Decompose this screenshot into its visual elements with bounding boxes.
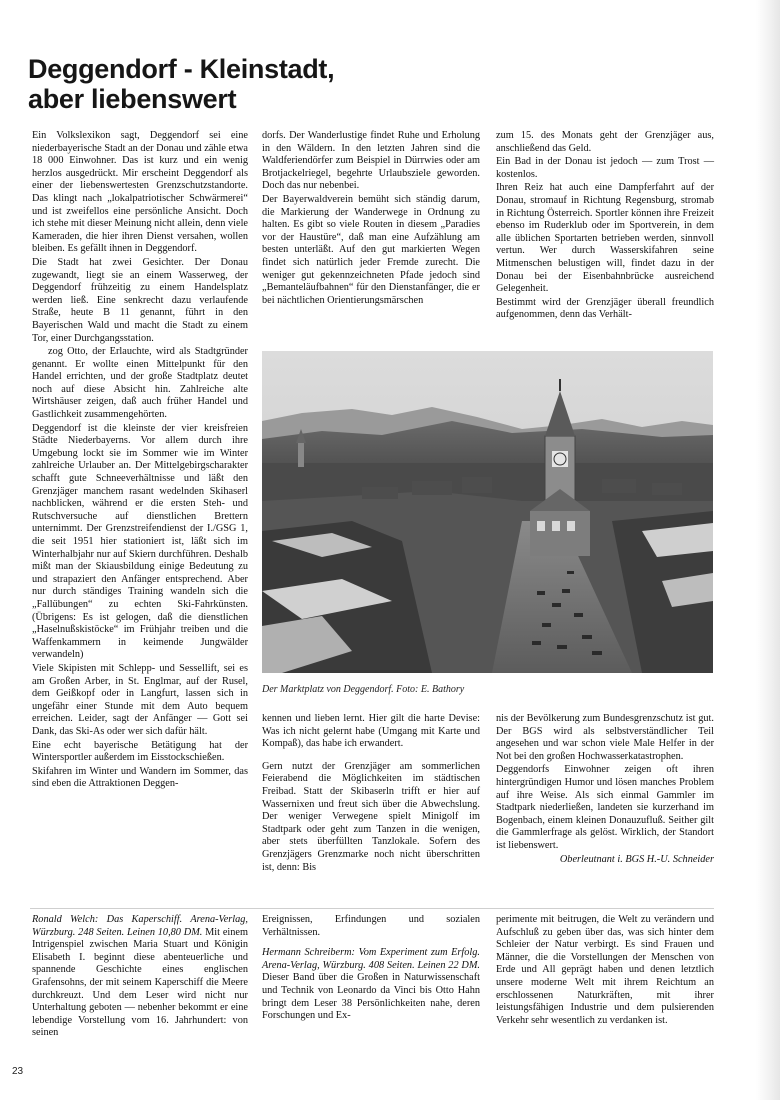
paragraph: Deggendorfs Einwohner zeigen oft ihren hintergründigen Humor und lösen manches Problem auf ihre Weise. Als sich einmal Gammler im Stadtpark niederließen, landeten sie kurzerhand im Bogenbach, einem kleinen Donauzufluß. Seither gilt die Gammlerfrage als gelöst. Wirklich, der Standort ist liebenswert. <box>496 764 714 851</box>
book-review-3 <box>496 914 714 1035</box>
article-column-1 <box>32 130 248 792</box>
paragraph: zog Otto, der Erlauchte, wird als Stadtgründer genannt. Er wollte einen Mittelpunkt für den Handel errichten, und der große Stadtplatz deutet noch auf diese Absicht hin. Zahlreiche alte Wirtshäuser zeigen, daß auch früher Handel und Gastlichkeit zusammengehörten. <box>32 346 248 421</box>
paragraph: Eine echt bayerische Betätigung hat der Wintersportler außerdem im Eisstockschießen. <box>32 739 248 764</box>
paragraph: Der Bayerwaldverein bemüht sich ständig darum, die Markierung der Wanderwege in Ordnung zu halten. Es gibt so viele Routen in diesem „Paradies vor der Haustüre“, daß man eine Aufzählung am besten unterläßt. Auf den gut markierten Wegen findet sich natürlich jeder Fremde zurecht. Die weniger gut gekennzeichneten Pfade jedoch sind „Bemanteläufbahnen“ für den Dienstanfänger, die er bei nächtlichen Orientierungsmärschen <box>262 193 480 306</box>
paragraph: Ein Bad in der Donau ist jedoch — zum Trost — kostenlos. <box>496 156 714 180</box>
review-paragraph <box>32 914 248 1040</box>
article-column-2 <box>262 130 480 308</box>
book-review-1 <box>32 914 248 1048</box>
paragraph: zum 15. des Monats geht der Grenzjäger aus, anschließend das Geld. <box>496 130 714 154</box>
section-divider <box>30 908 714 909</box>
paragraph: dorfs. Der Wanderlustige findet Ruhe und Erholung in den Wäldern. In den letzten Jahren sind die Waldferiendörfer zum Beispiel in Dürrwies oder am Brotjackelriegel, begehrte Urlaubsziele geworden. Doch das nur nebenbei. <box>262 130 480 192</box>
paragraph: Ihren Reiz hat auch eine Dampferfahrt auf der Donau, stromauf in Richtung Regensburg, stromab in Richtung Österreich. Sportler können ihre Freizeit ebenso im Ruderklub oder im Sportverein, in dem alle üblichen Sportarten betrieben werden, sinnvoll vertun. Wer durch Wasserskifahren seine Mitmenschen belustigen will, findet dazu in der Donau bei der Eisenbahnbrücke ausreichend Gelegenheit. <box>496 182 714 295</box>
page-edge-shadow <box>756 0 780 1100</box>
book-review-2 <box>262 914 480 1031</box>
paragraph: Die Stadt hat zwei Gesichter. Der Donau zugewandt, liegt sie an einem Wasserweg, der Deggendorf frühzeitig zu einem Handelsplatz werden ließ. Eine senkrecht dazu verlaufende Straße, heute B 11 genannt, führt in den Bayerischen Wald und macht die Stadt zu einem Tor, einer Durchgangsstation. <box>32 256 248 344</box>
marketplace-photo <box>262 351 713 673</box>
review-text: Dieser Band über die Großen in Naturwissenschaft und Technik von Leonardo da Vinci bis Otto Hahn bringt dem Leser 38 Persönlichkeiten nahe, deren Forschungen und Ex- <box>262 972 480 1022</box>
paragraph: Bestimmt wird der Grenzjäger überall freundlich aufgenommen, denn das Verhält- <box>496 296 714 321</box>
paragraph: Ein Volkslexikon sagt, Deggendorf sei eine niederbayerische Stadt an der Donau und zähle etwa 18 000 Einwohner. Das ist kurz und ein wenig herzlos ausgedrückt. Mir erscheint Deggendorf als einer der liebenswertesten Grenzschutzstandorte. Das klingt nach „lokalpatriotischer Schwärmerei“ und ist zweifellos eine persönliche Ansicht. Doch ich stehe mit dieser Meinung nicht allein, denn viele Kameraden, die hier ihren Dienst versahen, wollen bleiben. Es gefällt ihnen in Deggendorf. <box>32 130 248 255</box>
author-signature: Oberleutnant i. BGS H.-U. Schneider <box>559 853 714 865</box>
paragraph: Viele Skipisten mit Schlepp- und Sessellift, sei es am Großen Arber, in St. Englmar, auf der Rusel, dem Geißkopf oder in Langfurt, lassen sich in ungefähr einer Stunde mit dem Auto bequem erreichen. Leider, sagt der Anfänger — Gott sei Dank, das Ski-As oder wer sich dafür hält. <box>32 662 248 737</box>
paragraph: Skifahren im Winter und Wandern im Sommer, das sind eben die Attraktionen Deggen- <box>32 765 248 790</box>
paragraph: Deggendorf ist die kleinste der vier kreisfreien Städte Niederbayerns. Vor allem durch ihre Umgebung lockt sie im Sommer wie im Winter zahlreiche Urlauber an. Der Mittelgebirgscharakter schafft gute Schneeverhältnisse und läßt den Grenzjäger manchem rasant wedelnden Skihaserl nachblicken, während er die ersten Steh- und Rutschversuche auf dienstlichen Brettern unternimmt. Der Grenzstreifendienst der I./GSG 1, die seit 1951 hier stationiert ist, läßt sich im Winterhalbjahr nur auf Skiern durchführen. Deshalb mißt man der Skiausbildung einige Bedeutung zu und strapaziert den Anfänger entsprechend. Aber nur durch ständiges Training wandeln sich die „Fallübungen“ zu echten Ski-Fahrkünsten. (Übrigens: Es ist gelogen, daß die dienstlichen „Haselnußskistöcke“ im Frühjahr treiben und die Waffenkammern in keimende Jungwälder verwandeln) <box>32 422 248 661</box>
article-column-3-lower <box>496 713 714 867</box>
article-column-3 <box>496 130 714 323</box>
article-title <box>28 54 428 114</box>
review-text: Mit einem Intrigenspiel zwischen Maria Stuart und Königin Elisabeth I. beginnt diese abenteuerliche und spannende Geschichte eines englischen Grafensohns, der mit seinem Kaperschiff die Meere durchkreuzt. Und dem Leser wird nicht nur Unterhaltung geboten — nebenher bekommt er eine lebendige Vorstellung vom 16. Jahrhundert: von seinen <box>32 926 248 1039</box>
article-title-line-2: aber liebenswert <box>28 84 237 114</box>
photo-caption: Der Marktplatz von Deggendorf. Foto: E. Bathory <box>262 684 465 695</box>
paragraph: kennen und lieben lernt. Hier gilt die harte Devise: Was ich nicht gelernt habe (Umgang mit Karte und Kompaß), das habe ich erwandert. <box>262 713 480 750</box>
paragraph: nis der Bevölkerung zum Bundesgrenzschutz ist gut. Der BGS wird als selbstverständlicher Teil angesehen und war schon viele Male Helfer in der Not bei den großen Hochwasserkatastrophen. <box>496 713 714 762</box>
book-reference: Ronald Welch: Das Kaperschiff. Arena-Verlag, Würzburg. 248 Seiten. Leinen 10,80 DM. <box>32 914 248 938</box>
article-title-line-1: Deggendorf - Kleinstadt, <box>28 54 335 84</box>
review-text: perimente mit beitrugen, die Welt zu verändern und Aufschluß zu geben über das, was sich hinter dem Schleier der Natur verbirgt. Es sind Frauen und Männer, die die Vorstellungen der Menschen von Erde und All geprägt haben und denen letztlich unsere moderne Welt mit ihrem Reichtum an erschlossenen Naturkräften, mit ihrer leistungsfähigen Industrie und dem pulsierenden Verkehr sehr wesentlich zu verdanken ist. <box>496 914 714 1026</box>
paragraph: Gern nutzt der Grenzjäger am sommerlichen Feierabend die Möglichkeiten im städtischen Freibad. Statt der Skibaserln trifft er hier auf Wassernixen und freut sich über die Abwechslung. Der weniger Verwegene spielt Minigolf im Stadtpark oder geht zum Tanzen in die wenigen, aber stets überfüllten Tanzlokale. Sofern des Grenzjägers Grenzmarke noch nicht überschritten ist, denn: Bis <box>262 760 480 873</box>
review-text: Ereignissen, Erfindungen und sozialen Verhältnissen. <box>262 914 480 938</box>
article-column-2-lower <box>262 713 480 875</box>
marketplace-photo-image <box>262 351 713 673</box>
review-paragraph <box>262 947 480 1023</box>
book-reference: Hermann Schreiberm: Vom Experiment zum Erfolg. Arena-Verlag, Würzburg. 408 Seiten. Leinen 22 DM. <box>262 947 480 971</box>
page-number: 23 <box>12 1066 24 1077</box>
